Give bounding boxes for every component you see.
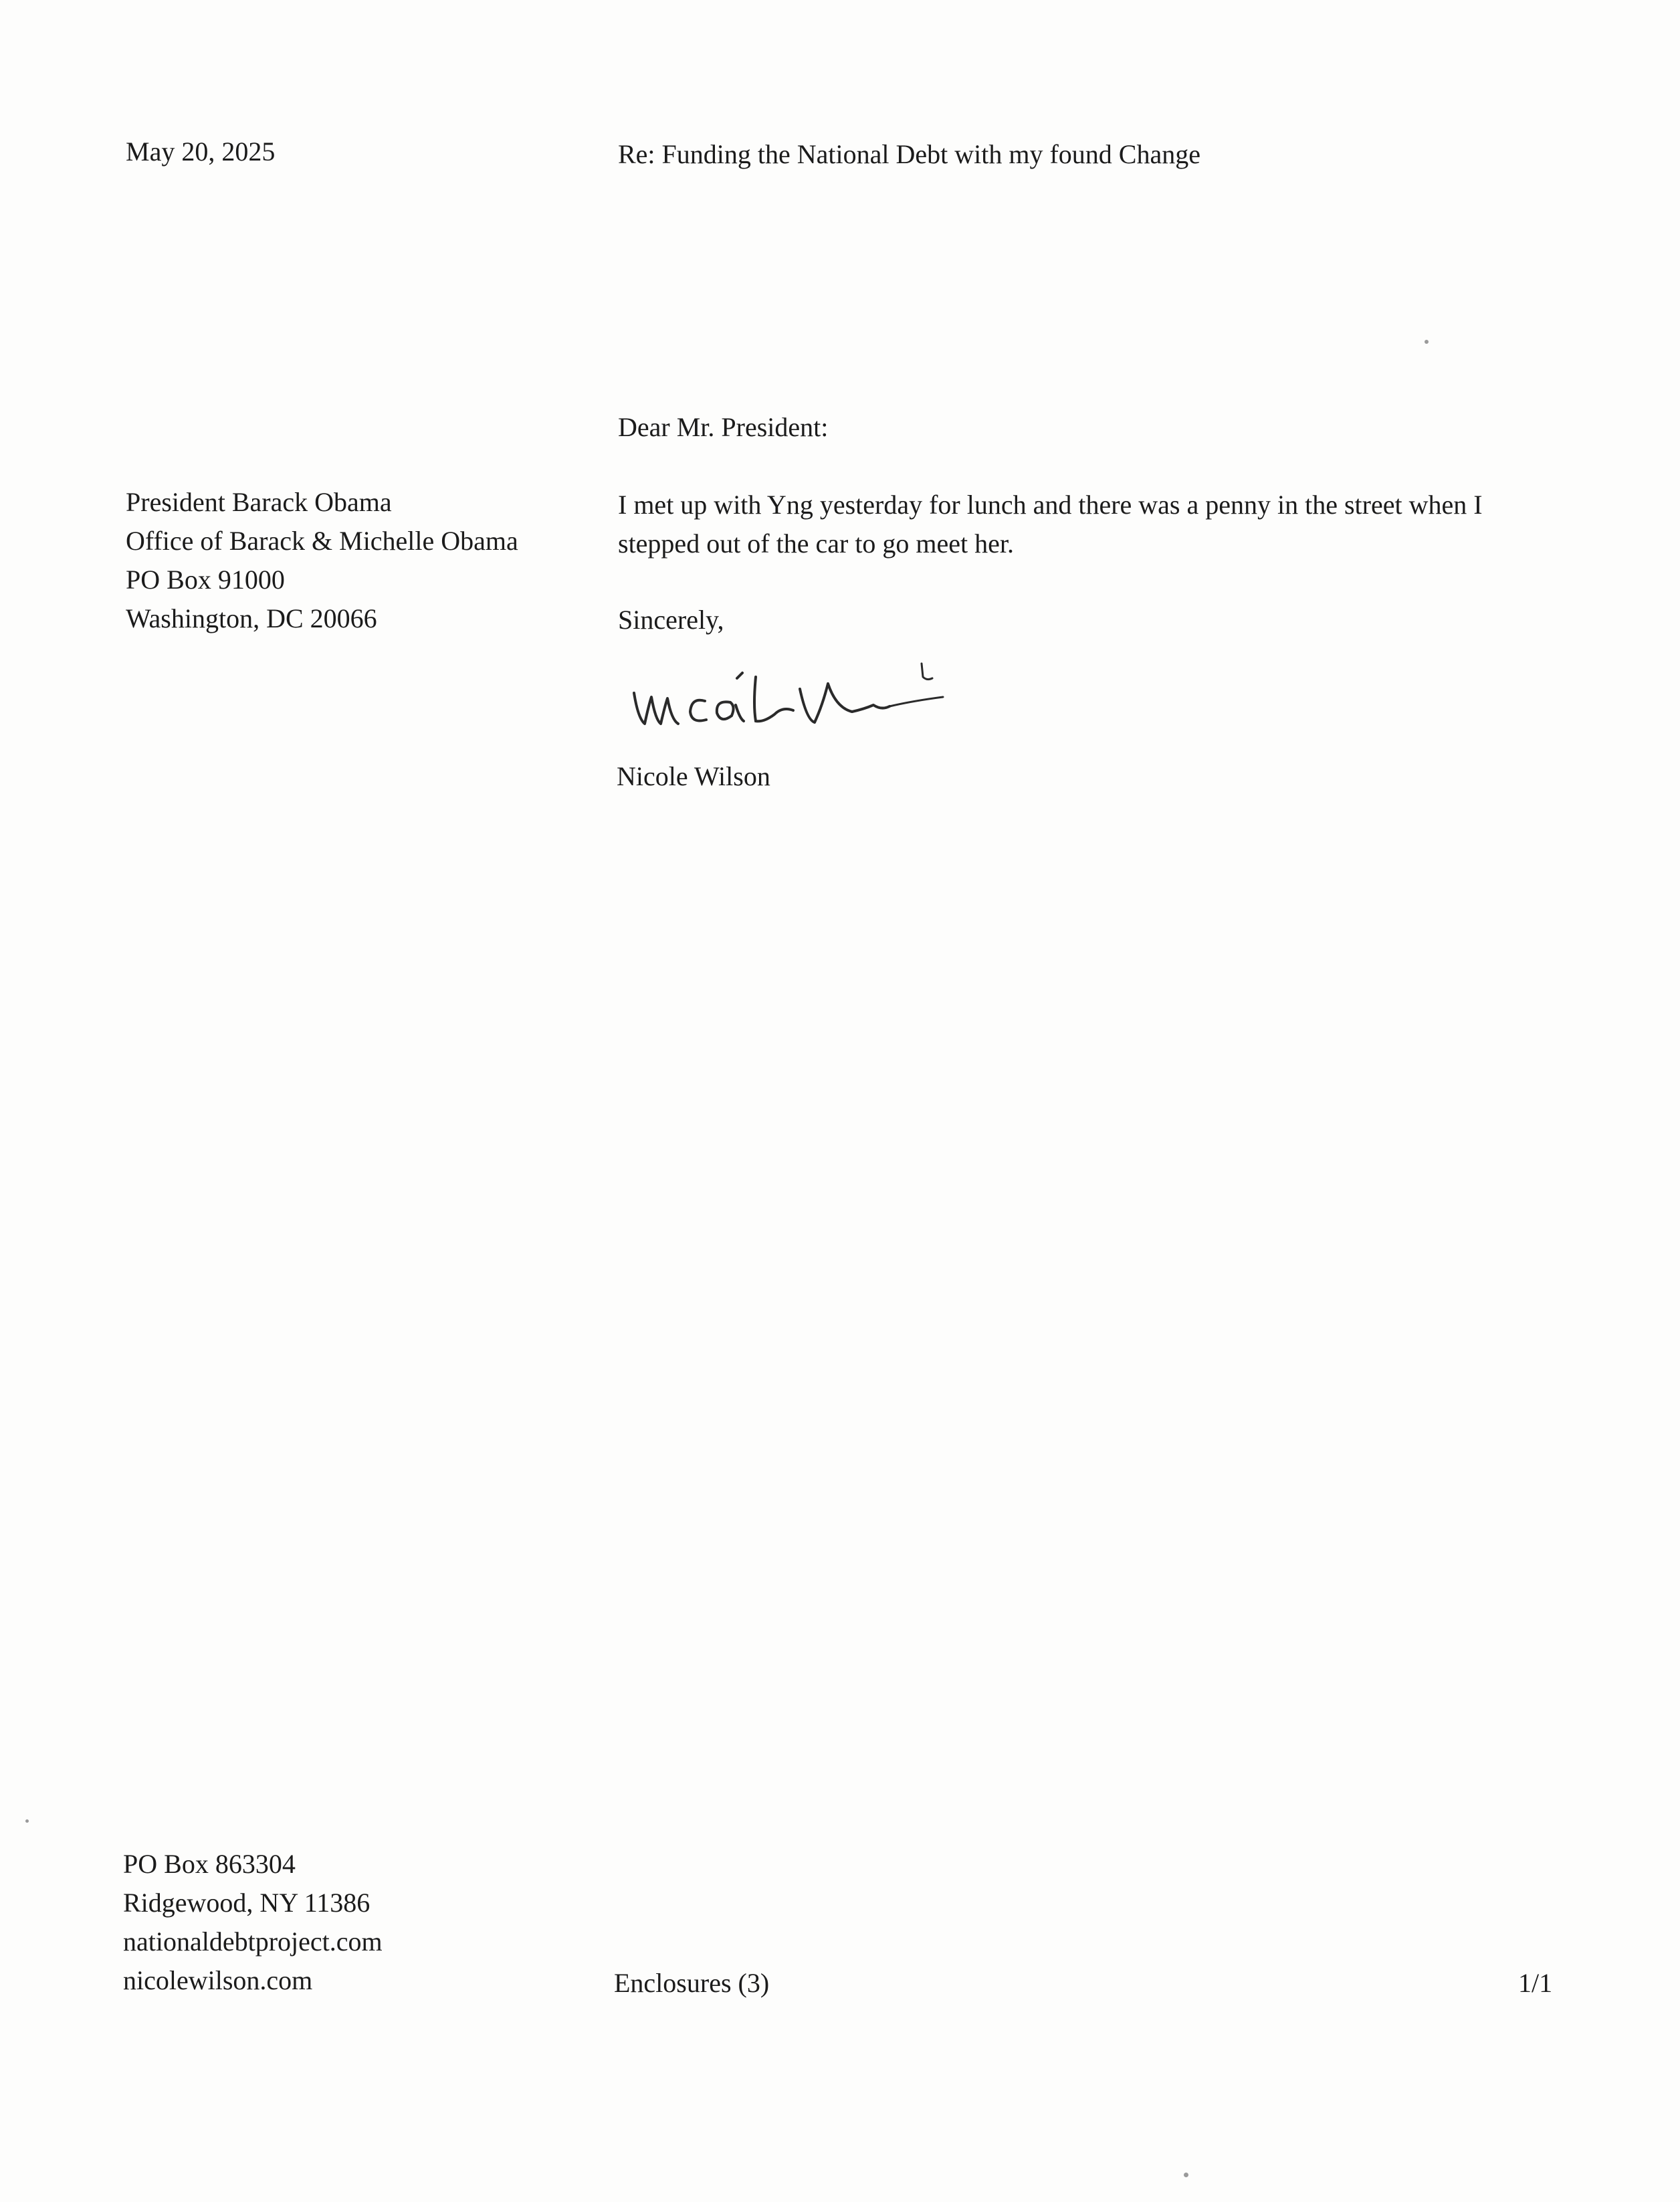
sender-line: nationaldebtproject.com: [123, 1926, 383, 1957]
closing: Sincerely,: [618, 605, 724, 635]
sender-line: nicolewilson.com: [123, 1965, 313, 1995]
recipient-line: Office of Barack & Michelle Obama: [126, 526, 518, 556]
scan-speck: [1184, 2173, 1188, 2177]
recipient-line: President Barack Obama: [126, 487, 392, 517]
salutation: Dear Mr. President:: [618, 412, 829, 442]
letter-date: May 20, 2025: [126, 136, 276, 167]
letter-subject: Re: Funding the National Debt with my found Change: [618, 139, 1200, 169]
page-number: 1/1: [1518, 1968, 1553, 1998]
sender-address: [123, 1845, 383, 2000]
signer-name: Nicole Wilson: [617, 761, 770, 791]
sender-line: PO Box 863304: [123, 1849, 296, 1879]
handwritten-signature: [625, 658, 959, 738]
scan-speck: [1425, 340, 1429, 344]
recipient-line: Washington, DC 20066: [126, 603, 377, 633]
recipient-line: PO Box 91000: [126, 565, 285, 595]
sender-line: Ridgewood, NY 11386: [123, 1888, 371, 1918]
scan-speck: [25, 1819, 29, 1823]
enclosures-note: Enclosures (3): [614, 1968, 770, 1998]
recipient-address: [126, 483, 518, 638]
letter-body: I met up with Yng yesterday for lunch and there was a penny in the street when I stepped out of the car to go meet her.: [618, 490, 1483, 559]
